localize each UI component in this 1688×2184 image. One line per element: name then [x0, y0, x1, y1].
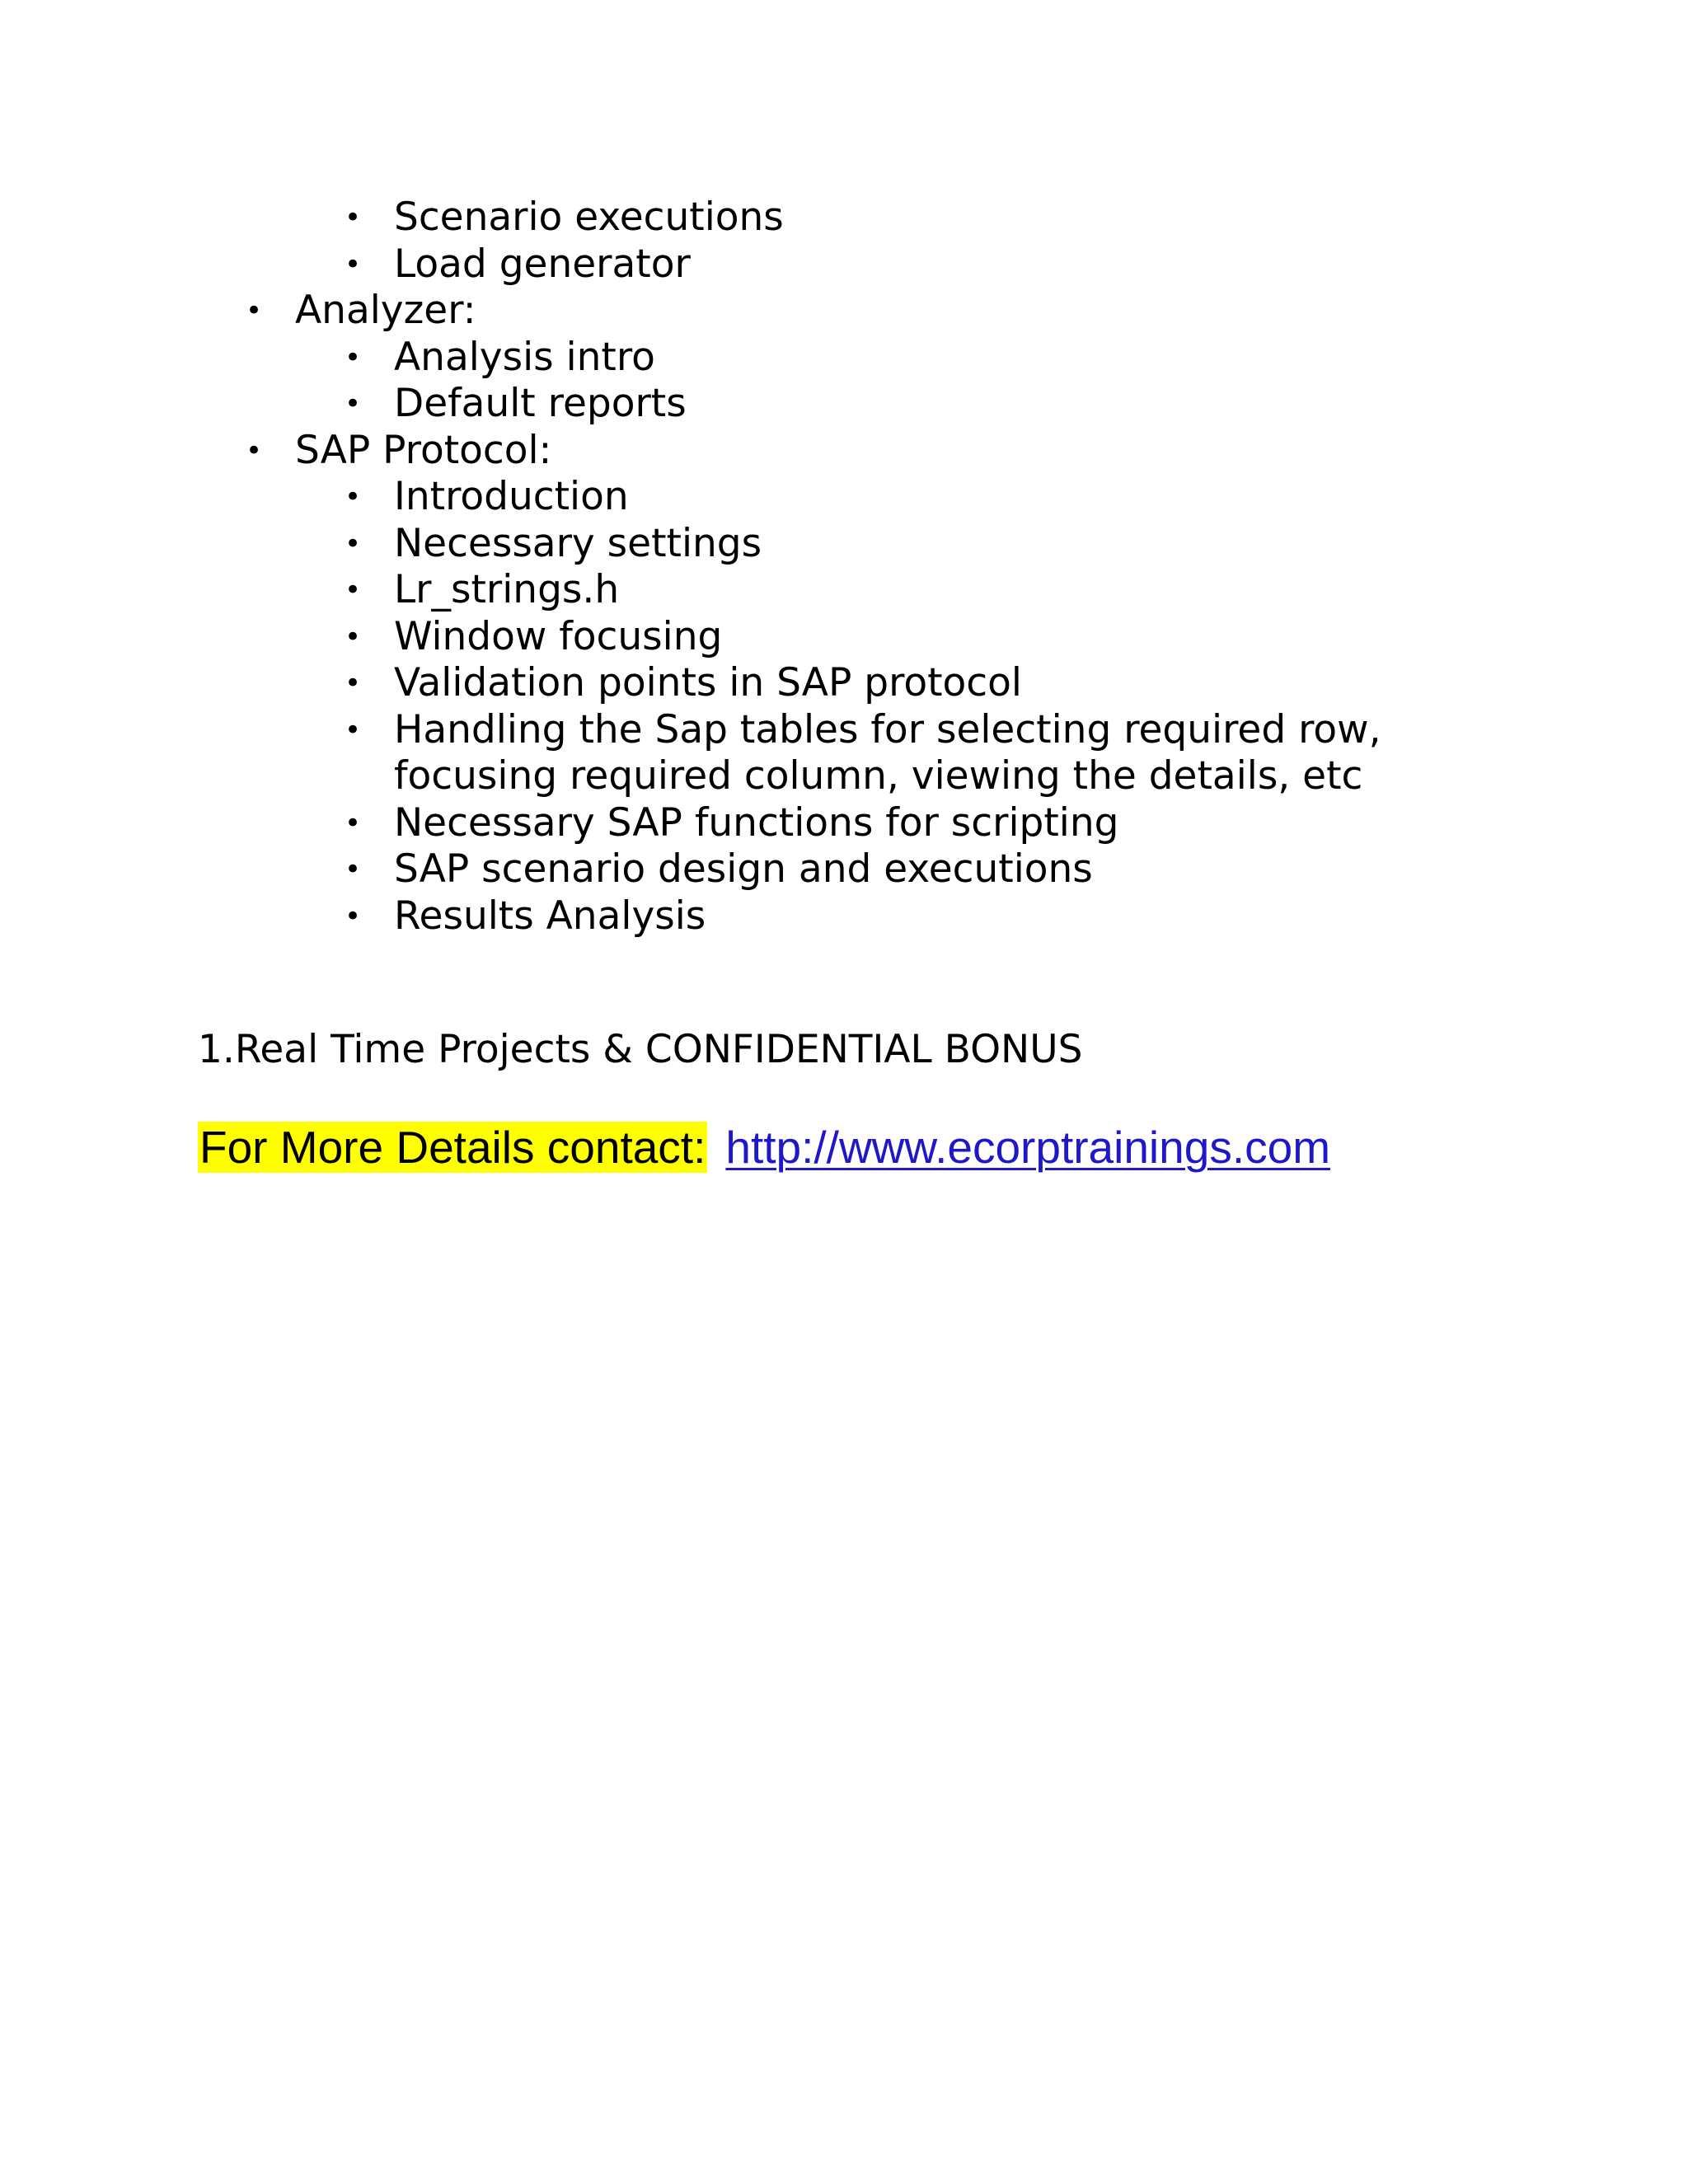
list-item-text: Handling the Sap tables for selecting required row, focusing required column, viewing the details, etc	[394, 706, 1381, 799]
bullet-icon: •	[246, 434, 263, 467]
list-item-text: Necessary SAP functions for scripting	[394, 799, 1119, 846]
bullet-icon: •	[345, 899, 362, 933]
section-heading: Analyzer:	[295, 288, 476, 333]
course-outline-list	[0, 194, 1688, 940]
bullet-icon: •	[345, 574, 362, 607]
bullet-icon: •	[345, 387, 362, 420]
list-item-text: Introduction	[394, 474, 629, 519]
list-item	[0, 288, 1688, 335]
bullet-icon: •	[345, 806, 362, 840]
list-item-text: Lr_strings.h	[394, 567, 620, 612]
list-item	[0, 614, 1688, 661]
list-item	[0, 241, 1688, 288]
list-item	[0, 707, 1688, 800]
list-item	[0, 846, 1688, 893]
list-item-text: Scenario executions	[394, 194, 784, 240]
list-item-text: Load generator	[394, 241, 691, 287]
bullet-icon: •	[345, 713, 362, 747]
list-item	[0, 381, 1688, 428]
contact-label: For More Details contact:	[199, 1122, 706, 1173]
list-item-text: Results Analysis	[394, 893, 706, 939]
list-item	[0, 893, 1688, 940]
bullet-icon: •	[345, 853, 362, 886]
list-item-text: Window focusing	[394, 613, 723, 659]
list-item-text: SAP scenario design and executions	[394, 846, 1093, 892]
list-item-text: Default reports	[394, 381, 687, 426]
list-item	[0, 567, 1688, 614]
list-item	[0, 800, 1688, 847]
bullet-icon: •	[345, 247, 362, 281]
list-item-text: Validation points in SAP protocol	[394, 660, 1022, 705]
bullet-icon: •	[345, 620, 362, 654]
section-heading: SAP Protocol:	[295, 427, 552, 473]
contact-row	[198, 1116, 1330, 1179]
bullet-icon: •	[345, 527, 362, 560]
list-item	[0, 474, 1688, 521]
website-link[interactable]: http://www.ecorptrainings.com	[725, 1122, 1331, 1173]
list-item	[0, 428, 1688, 475]
bullet-icon: •	[345, 340, 362, 374]
list-item	[0, 335, 1688, 382]
list-item-text: Necessary settings	[394, 520, 762, 566]
bullet-icon: •	[345, 201, 362, 234]
list-item	[0, 521, 1688, 568]
list-item	[0, 660, 1688, 707]
bonus-line: 1.Real Time Projects & CONFIDENTIAL BONUS	[198, 1027, 1083, 1072]
bullet-icon: •	[345, 480, 362, 513]
bullet-icon: •	[246, 294, 263, 327]
list-item-text: Analysis intro	[394, 334, 655, 380]
bullet-icon: •	[345, 667, 362, 700]
list-item	[0, 194, 1688, 241]
